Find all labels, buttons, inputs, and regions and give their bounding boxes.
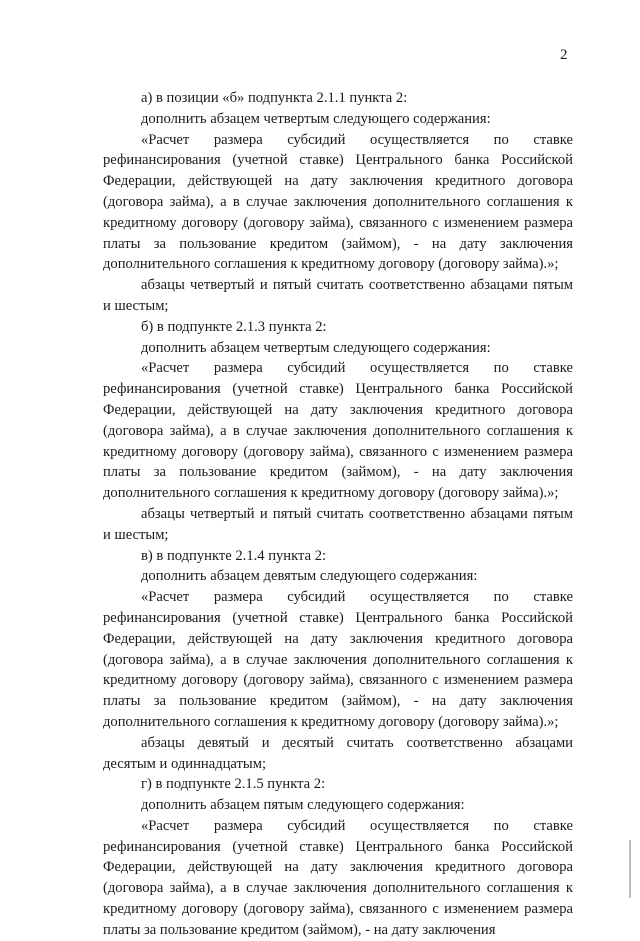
- paragraph-item-v-heading: в) в подпункте 2.1.4 пункта 2:: [141, 547, 327, 564]
- paragraph-add-fifth: дополнить абзацем пятым следующего содержания:: [141, 797, 465, 814]
- paragraph-add-fourth-b: дополнить абзацем четвертым следующего содержания:: [141, 339, 491, 356]
- page-number: 2: [560, 47, 568, 63]
- paragraph-add-fourth: дополнить абзацем четвертым следующего содержания:: [141, 110, 491, 127]
- scan-edge-mark: [629, 840, 631, 898]
- paragraph-renumber-b: абзацы четвертый и пятый считать соответственно абзацами пятым и шестым;: [103, 505, 573, 543]
- paragraph-renumber-v: абзацы девятый и десятый считать соответственно абзацами десятым и одиннадцатым;: [103, 734, 573, 772]
- paragraph-item-a-heading: а) в позиции «б» подпункта 2.1.1 пункта 2:: [141, 90, 408, 106]
- paragraph-quote-a: «Расчет размера субсидий осуществляется по ставке рефинансирования (учетной ставке) Центрального банка Российской Федерации, действующей на дату заключения кредитного договора (договора займа), а в случае заключения дополнительного соглашения к кредитному договору (договору займа), связанного с изменением размера платы за пользование кредитом (займом), - на дату заключения дополнительного соглашения к кредитному договору (договору займа).»;: [103, 131, 573, 273]
- paragraph-renumber-a: абзацы четвертый и пятый считать соответственно абзацами пятым и шестым;: [103, 277, 573, 314]
- paragraph-item-b-heading: б) в подпункте 2.1.3 пункта 2:: [141, 318, 327, 335]
- paragraph-quote-g: «Расчет размера субсидий осуществляется по ставке рефинансирования (учетной ставке) Центрального банка Российской Федерации, действующей на дату заключения кредитного договора (договора займа), а в случае заключения дополнительного соглашения к кредитному договору (договору займа), связанного с изменением размера платы за пользование кредитом (займом), - на дату заключения: [103, 817, 573, 938]
- paragraph-add-ninth: дополнить абзацем девятым следующего содержания:: [141, 568, 478, 585]
- document-body: [103, 88, 573, 941]
- paragraph-item-g-heading: г) в подпункте 2.1.5 пункта 2:: [141, 776, 326, 793]
- paragraph-quote-v: «Расчет размера субсидий осуществляется по ставке рефинансирования (учетной ставке) Центрального банка Российской Федерации, действующей на дату заключения кредитного договора (договора займа), а в случае заключения дополнительного соглашения к кредитному договору (договору займа), связанного с изменением размера платы за пользование кредитом (займом), - на дату заключения дополнительного соглашения к кредитному договору (договору займа).»;: [103, 589, 573, 730]
- paragraph-quote-b: «Расчет размера субсидий осуществляется по ставке рефинансирования (учетной ставке) Центрального банка Российской Федерации, действующей на дату заключения кредитного договора (договора займа), а в случае заключения дополнительного соглашения к кредитному договору (договору займа), связанного с изменением размера платы за пользование кредитом (займом), - на дату заключения дополнительного соглашения к кредитному договору (договору займа).»;: [103, 360, 573, 502]
